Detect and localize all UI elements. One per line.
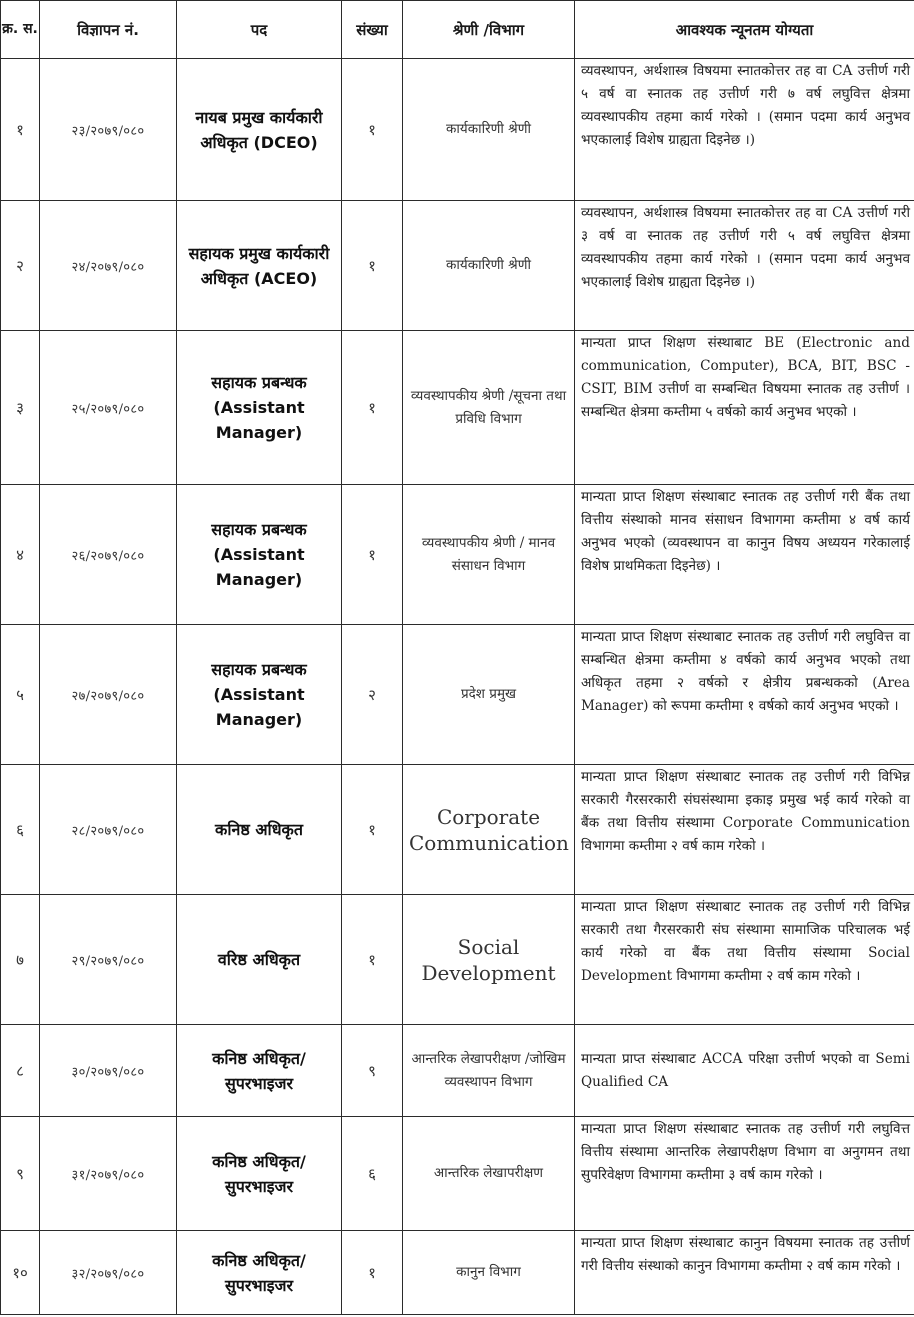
- cell-qualification: मान्यता प्राप्त शिक्षण संस्थाबाट स्नातक तह उत्तीर्ण गरी बैंक तथा वित्तीय संस्थाको मानव संसाधन विभागमा कम्तीमा ४ वर्ष कार्य अनुभव भएको (व्यवस्थापन वा कानुन विषय अध्ययन गरेकालाई विशेष प्राथमिकता दिइनेछ) ।: [575, 485, 914, 625]
- cell-count: २: [342, 625, 403, 765]
- table-row: [1, 485, 914, 625]
- cell-post: वरिष्ठ अधिकृत: [177, 895, 342, 1025]
- cell-sn: ३: [1, 331, 40, 485]
- cell-qualification: मान्यता प्राप्त शिक्षण संस्थाबाट स्नातक तह उत्तीर्ण गरी लघुवित्त वित्तीय संस्थामा आन्तरिक लेखापरीक्षण विभाग वा अनुगमन तथा सुपरिवेक्षण विभागमा कम्तीमा ३ वर्ष काम गरेको ।: [575, 1117, 914, 1231]
- header-sn: क्र. स.: [1, 1, 40, 59]
- cell-advertisement-no: २४/२०७९/०८०: [40, 201, 177, 331]
- cell-qualification: मान्यता प्राप्त शिक्षण संस्थाबाट कानुन विषयमा स्नातक तह उत्तीर्ण गरी वित्तीय संस्थाको कानुन विभागमा कम्तीमा २ वर्ष काम गरेको ।: [575, 1231, 914, 1315]
- header-qualification: आवश्यक न्यूनतम योग्यता: [575, 1, 914, 59]
- cell-category: आन्तरिक लेखापरीक्षण /जोखिम व्यवस्थापन विभाग: [403, 1025, 575, 1117]
- cell-sn: ४: [1, 485, 40, 625]
- cell-count: १: [342, 201, 403, 331]
- cell-category: कानुन विभाग: [403, 1231, 575, 1315]
- table-row: [1, 625, 914, 765]
- cell-category: व्यवस्थापकीय श्रेणी /सूचना तथा प्रविधि विभाग: [403, 331, 575, 485]
- cell-count: ९: [342, 1025, 403, 1117]
- cell-category: कार्यकारिणी श्रेणी: [403, 201, 575, 331]
- cell-post: सहायक प्रमुख कार्यकारी अधिकृत (ACEO): [177, 201, 342, 331]
- cell-category: Social Development: [403, 895, 575, 1025]
- table-header-row: [1, 1, 914, 59]
- table-row: [1, 201, 914, 331]
- cell-post: कनिष्ठ अधिकृत: [177, 765, 342, 895]
- cell-category: कार्यकारिणी श्रेणी: [403, 59, 575, 201]
- cell-advertisement-no: ३१/२०७९/०८०: [40, 1117, 177, 1231]
- cell-advertisement-no: २८/२०७९/०८०: [40, 765, 177, 895]
- cell-post: कनिष्ठ अधिकृत/ सुपरभाइजर: [177, 1231, 342, 1315]
- header-post: पद: [177, 1, 342, 59]
- table-row: [1, 1231, 914, 1315]
- cell-post: नायब प्रमुख कार्यकारी अधिकृत (DCEO): [177, 59, 342, 201]
- cell-post: कनिष्ठ अधिकृत/ सुपरभाइजर: [177, 1117, 342, 1231]
- header-category: श्रेणी /विभाग: [403, 1, 575, 59]
- cell-count: १: [342, 765, 403, 895]
- cell-count: १: [342, 1231, 403, 1315]
- table-row: [1, 331, 914, 485]
- cell-category: Corporate Communication: [403, 765, 575, 895]
- header-advertisement-no: विज्ञापन नं.: [40, 1, 177, 59]
- cell-advertisement-no: २५/२०७९/०८०: [40, 331, 177, 485]
- cell-post: सहायक प्रबन्धक (Assistant Manager): [177, 625, 342, 765]
- cell-category: व्यवस्थापकीय श्रेणी / मानव संसाधन विभाग: [403, 485, 575, 625]
- cell-sn: १: [1, 59, 40, 201]
- table-row: [1, 1025, 914, 1117]
- cell-count: १: [342, 331, 403, 485]
- cell-sn: ८: [1, 1025, 40, 1117]
- cell-qualification: व्यवस्थापन, अर्थशास्त्र विषयमा स्नातकोत्तर तह वा CA उत्तीर्ण गरी ३ वर्ष वा स्नातक तह उत्तीर्ण गरी ५ वर्ष लघुवित्त क्षेत्रमा व्यवस्थापकीय तहमा कार्य गरेको । (समान पदमा कार्य अनुभव भएकालाई विशेष ग्राह्यता दिइनेछ ।): [575, 201, 914, 331]
- cell-post: कनिष्ठ अधिकृत/ सुपरभाइजर: [177, 1025, 342, 1117]
- header-count: संख्या: [342, 1, 403, 59]
- cell-qualification: मान्यता प्राप्त संस्थाबाट ACCA परिक्षा उत्तीर्ण भएको वा Semi Qualified CA: [575, 1025, 914, 1117]
- cell-qualification: मान्यता प्राप्त शिक्षण संस्थाबाट स्नातक तह उत्तीर्ण गरी लघुवित्त वा सम्बन्धित क्षेत्रमा कम्तीमा ४ वर्षको कार्य अनुभव भएको तथा अधिकृत तहमा २ वर्षको र क्षेत्रीय प्रबन्धकको (Area Manager) को रूपमा कम्तीमा १ वर्षको कार्य अनुभव भएको ।: [575, 625, 914, 765]
- cell-category: आन्तरिक लेखापरीक्षण: [403, 1117, 575, 1231]
- cell-count: १: [342, 59, 403, 201]
- cell-count: १: [342, 895, 403, 1025]
- cell-qualification: मान्यता प्राप्त शिक्षण संस्थाबाट स्नातक तह उत्तीर्ण गरी विभिन्न सरकारी तथा गैरसरकारी संघ संस्थामा सामाजिक परिचालक भई कार्य गरेको वा बैंक तथा वित्तीय संस्थामा Social Development विभागमा कम्तीमा २ वर्ष काम गरेको ।: [575, 895, 914, 1025]
- cell-advertisement-no: ३०/२०७९/०८०: [40, 1025, 177, 1117]
- cell-sn: ५: [1, 625, 40, 765]
- table-row: [1, 765, 914, 895]
- table-row: [1, 895, 914, 1025]
- cell-advertisement-no: २६/२०७९/०८०: [40, 485, 177, 625]
- cell-advertisement-no: २७/२०७९/०८०: [40, 625, 177, 765]
- cell-qualification: मान्यता प्राप्त शिक्षण संस्थाबाट BE (Electronic and communication, Computer), BCA, BIT, BSC - CSIT, BIM उत्तीर्ण वा सम्बन्धित विषयमा स्नातक तह उत्तीर्ण । सम्बन्धित क्षेत्रमा कम्तीमा ५ वर्षको कार्य अनुभव भएको ।: [575, 331, 914, 485]
- cell-sn: ९: [1, 1117, 40, 1231]
- cell-count: १: [342, 485, 403, 625]
- table-row: [1, 1117, 914, 1231]
- table-row: [1, 59, 914, 201]
- cell-post: सहायक प्रबन्धक (Assistant Manager): [177, 331, 342, 485]
- cell-advertisement-no: ३२/२०७९/०८०: [40, 1231, 177, 1315]
- cell-sn: ७: [1, 895, 40, 1025]
- cell-category: प्रदेश प्रमुख: [403, 625, 575, 765]
- cell-advertisement-no: २३/२०७९/०८०: [40, 59, 177, 201]
- cell-qualification: व्यवस्थापन, अर्थशास्त्र विषयमा स्नातकोत्तर तह वा CA उत्तीर्ण गरी ५ वर्ष वा स्नातक तह उत्तीर्ण गरी ७ वर्ष लघुवित्त क्षेत्रमा व्यवस्थापकीय तहमा कार्य गरेको । (समान पदमा कार्य अनुभव भएकालाई विशेष ग्राह्यता दिइनेछ ।): [575, 59, 914, 201]
- cell-sn: ६: [1, 765, 40, 895]
- cell-sn: १०: [1, 1231, 40, 1315]
- cell-advertisement-no: २९/२०७९/०८०: [40, 895, 177, 1025]
- cell-count: ६: [342, 1117, 403, 1231]
- cell-post: सहायक प्रबन्धक (Assistant Manager): [177, 485, 342, 625]
- cell-qualification: मान्यता प्राप्त शिक्षण संस्थाबाट स्नातक तह उत्तीर्ण गरी विभिन्न सरकारी गैरसरकारी संघसंस्थामा इकाइ प्रमुख भई कार्य गरेको वा बैंक तथा वित्तीय संस्थामा Corporate Communication विभागमा कम्तीमा २ वर्ष काम गरेको ।: [575, 765, 914, 895]
- cell-sn: २: [1, 201, 40, 331]
